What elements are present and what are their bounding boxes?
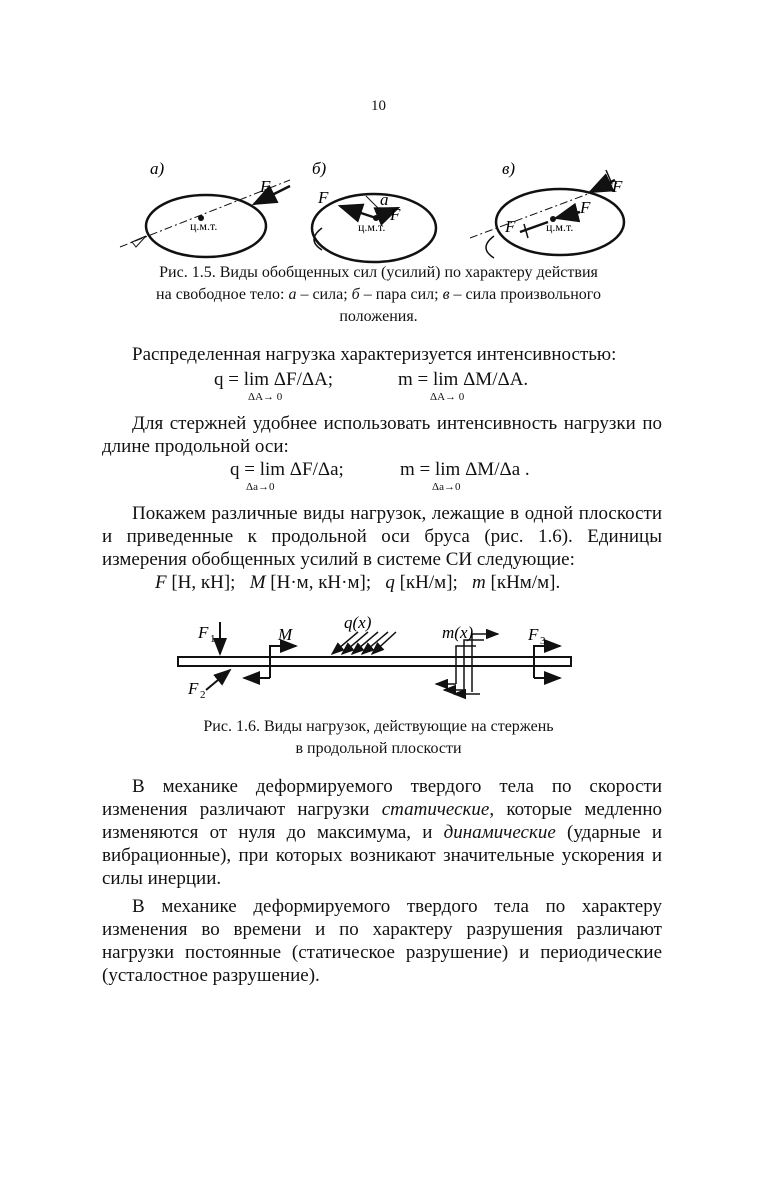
label-mx: m(x) [442, 623, 474, 642]
formula-2-right-sub: Δa→0 [432, 481, 461, 493]
center-label-a: ц.м.т. [190, 219, 218, 233]
force-label-c1: F [612, 177, 623, 196]
force-label-c3: F [505, 217, 516, 236]
arm-label: a [380, 190, 389, 209]
formula-2-right: m = lim ΔM/Δa . [400, 459, 530, 480]
figure-1-5-caption: Рис. 1.5. Виды обобщенных сил (усилий) по характеру действия на свободное тело: а – сила; б – пара сил; в – сила произвольного положения. [156, 264, 601, 325]
formula-2-left: q = lim ΔF/Δa; [230, 459, 344, 480]
formula-1-right-sub: ΔA→ 0 [430, 391, 465, 403]
label-f1: F [198, 623, 209, 642]
panel-label-a: а) [150, 159, 165, 178]
force-f2-arrow [206, 670, 230, 690]
motion-arrow-a [132, 236, 146, 247]
mx-bracket-3 [472, 634, 498, 692]
label-m: M [278, 625, 293, 644]
label-f2: F [188, 679, 199, 698]
paragraph-3: Покажем различные виды нагрузок, лежащие в одной плоскости и приведенные к продольной оси бруса (рис. 1.6). Единицы измерения обобщенных усилий в системе СИ следующие: [102, 503, 662, 570]
figure-1-6 [0, 612, 757, 707]
center-label-b: ц.м.т. [358, 220, 386, 234]
force-arrow-c2 [556, 212, 580, 218]
formula-1-left-sub: ΔA→ 0 [248, 391, 283, 403]
formula-1-left: q = lim ΔF/ΔA; [214, 369, 334, 390]
label-f2-sub: 2 [200, 689, 206, 701]
paragraph-1: Распределенная нагрузка характеризуется интенсивностью: [132, 344, 617, 365]
moment-upper [270, 646, 296, 678]
label-f3-sub: 3 [540, 635, 546, 647]
label-f3: F [528, 625, 539, 644]
arm-line [366, 196, 378, 208]
rotation-arrow-c [486, 236, 494, 258]
paragraph-4: В механике деформируемого твердого тела по скорости изменения различают нагрузки статические, которые медленно изменяются от нуля до максимума, и динамические (ударные и вибрационные), при которых возникают значительные ускорения и силы инерции. [102, 776, 662, 889]
force-label-c2: F [580, 198, 591, 217]
panel-label-b: б) [312, 159, 327, 178]
force-label-b2: F [390, 205, 401, 224]
formula-2-left-sub: Δa→0 [246, 481, 275, 493]
figure-1-5 [0, 150, 757, 265]
couple-arrow-upper [340, 206, 376, 218]
center-label-c: ц.м.т. [546, 220, 574, 234]
label-f1-sub: 1 [210, 633, 216, 645]
force-label-b1: F [318, 188, 329, 207]
paragraph-2: Для стержней удобнее использовать интенсивность нагрузки по длине продольной оси: [102, 413, 662, 457]
force-label-a: F [260, 177, 271, 196]
figure-1-6-caption: Рис. 1.6. Виды нагрузок, действующие на стержень в продольной плоскости [203, 718, 554, 757]
beam [178, 657, 571, 666]
label-qx: q(x) [344, 613, 372, 632]
units-line: F [Н, кН]; M [Н·м, кН·м]; q [кН/м]; m [кНм/м]. [155, 572, 561, 593]
f3-upper [534, 646, 560, 678]
page-number: 10 [371, 98, 386, 114]
panel-label-c: в) [502, 159, 516, 178]
paragraph-5: В механике деформируемого твердого тела по характеру изменения во времени и по характеру разрушения различают нагрузки постоянные (статическое разрушение) и периодические (усталостное разрушение). [102, 896, 662, 986]
formula-1-right: m = lim ΔM/ΔA. [398, 369, 529, 390]
